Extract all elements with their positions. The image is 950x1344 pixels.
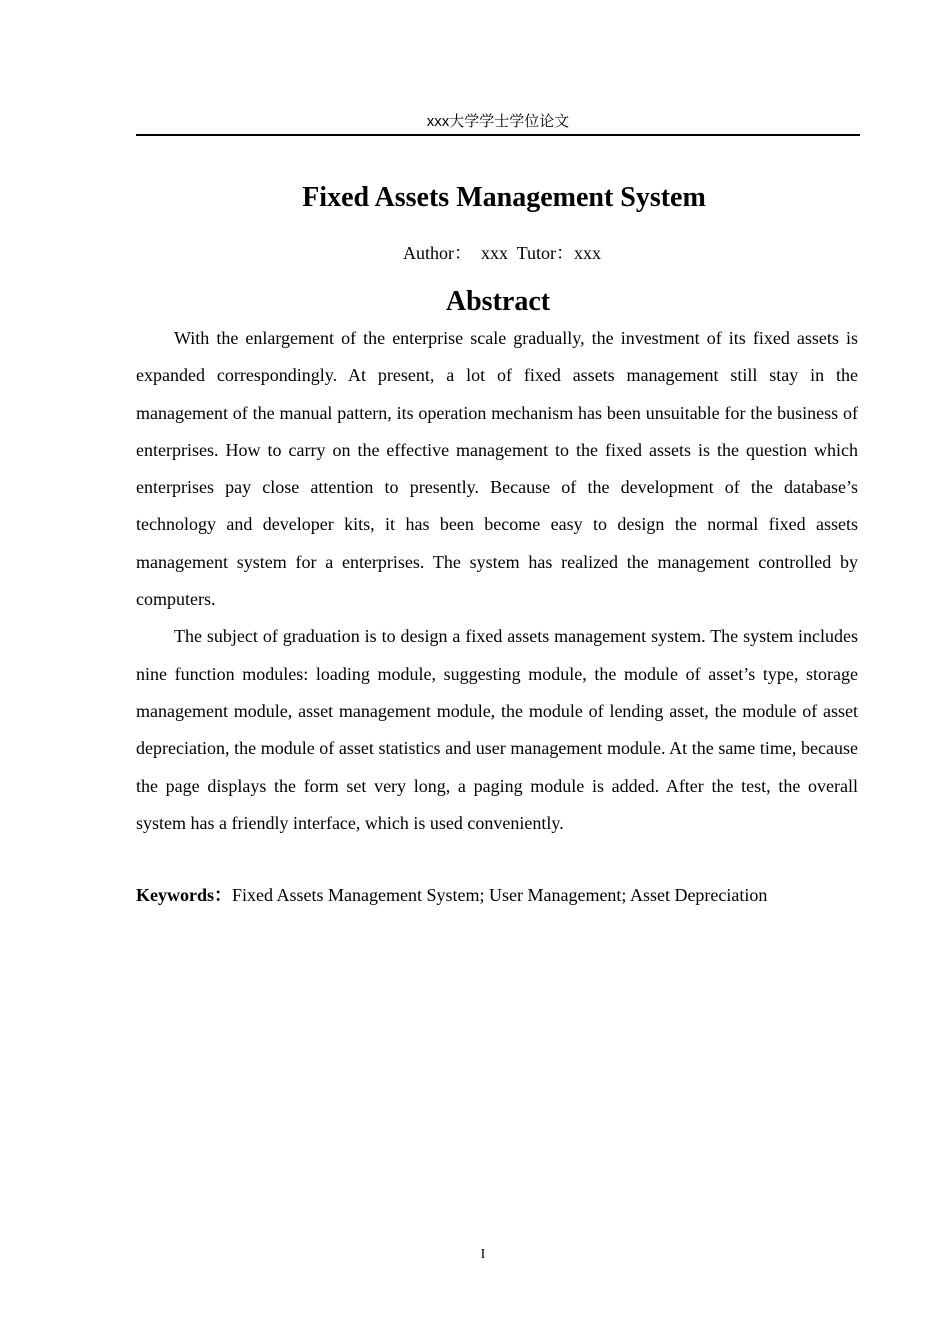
keywords-line xyxy=(136,882,860,908)
tutor-label: Tutor： xyxy=(516,243,575,263)
document-title: Fixed Assets Management System xyxy=(302,182,706,213)
abstract-paragraph-2: The subject of graduation is to design a fixed assets management system. The system includes nine function modules: loading module, suggesting module, the module of asset’s type, storage management module, asset management module, the module of lending asset, the module of asset depreciation, the module of asset statistics and user management module. At the same time, because the page displays the form set very long, a paging module is added. After the test, the overall system has a friendly interface, which is used conveniently. xyxy=(136,626,858,833)
running-header-text: xxx大学学士学位论文 xyxy=(426,113,570,130)
abstract-heading: Abstract xyxy=(445,286,551,317)
keywords-label: Keywords： xyxy=(136,885,232,905)
page-number: I xyxy=(480,1247,486,1262)
abstract-paragraph-1: With the enlargement of the enterprise scale gradually, the investment of its fixed assets is expanded correspondingly. At present, a lot of fixed assets management still stay in the management of the manual pattern, its operation mechanism has been unsuitable for the business of enterprises. How to carry on the effective management to the fixed assets is the question which enterprises pay close attention to presently. Because of the development of the database’s technology and developer kits, it has been become easy to design the normal fixed assets management system for a enterprises. The system has realized the management controlled by computers. xyxy=(136,328,858,610)
tutor-name: xxx xyxy=(574,243,602,263)
abstract-body xyxy=(136,320,858,842)
running-header xyxy=(136,112,860,136)
author-label: Author： xyxy=(402,243,472,263)
keywords-text: Fixed Assets Management System; User Management; Asset Depreciation xyxy=(232,885,768,905)
author-name: xxx xyxy=(480,243,508,263)
byline xyxy=(136,241,868,265)
